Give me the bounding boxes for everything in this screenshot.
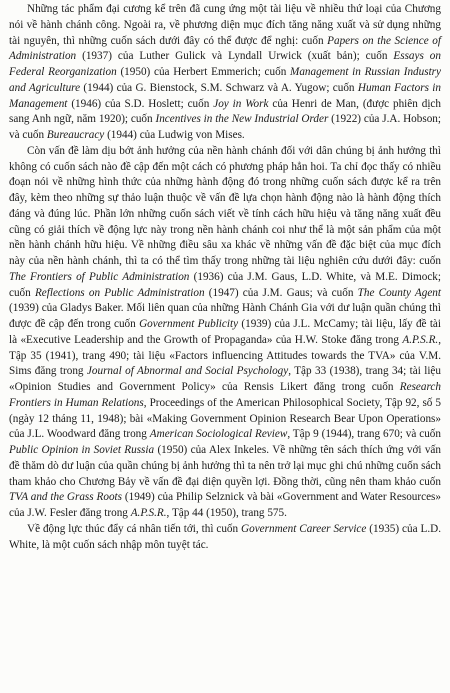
body-text: Về động lực thúc đẩy cá nhân tiến tới, thì cuốn xyxy=(27,522,242,535)
body-text: (1944) của G. Bienstock, S.M. Schwarz và A. Yugow; cuốn xyxy=(80,81,358,94)
italic-title-text: American Sociological Review xyxy=(149,428,288,441)
italic-title-text: A.P.S.R. xyxy=(402,333,439,346)
italic-title-text: Papers on the Science of Administration xyxy=(9,34,441,63)
body-text: (1922) của J.A. Hobson; và cuốn xyxy=(9,113,442,141)
body-text: (1950) của Alex Inkeles. Về những tên sách thích ứng với vấn đề thăm dò dư luận của quần chúng bị ảnh hưởng thì ta nên trở lại mục ghi chú những cuốn sách tham khảo cho Chương Bảy về vấn đề đại diện quyền lợi. Đồng thời, cũng nên tham khảo cuốn xyxy=(9,444,441,488)
body-text: (1944) của Ludwig von Mises. xyxy=(104,129,245,141)
body-text: , Tập 9 (1944), trang 670; và cuốn xyxy=(287,428,441,441)
body-text: (1939) của Gladys Baker. Mối liên quan của những Hành Chánh Gia với dư luận quần chúng thì được đề cập đến trong cuốn xyxy=(9,302,441,330)
body-text: , Proceedings of the American Philosophical Society, Tập 92, số 5 (ngày 12 tháng 11, 1948); bài «Making Government Opinion Research Bear Upon Operations» của J.L. Woodward đăng trong xyxy=(9,396,441,441)
italic-title-text: Bureaucracy xyxy=(46,129,105,141)
italic-title-text: Government Publicity xyxy=(139,318,239,330)
body-text: (1936) của J.M. Gaus, L.D. White, và M.E. Dimock; cuốn xyxy=(9,270,442,299)
italic-title-text: Journal of Abnormal and Social Psychology xyxy=(86,365,289,378)
body-text: (1939) của J.L. McCamy; tài liệu, lấy đề tài là «Executive Leadership and the Growth of Propaganda» của H.W. Stoke đăng trong xyxy=(9,318,442,346)
body-text: (1937) của Luther Gulick và Lyndall Urwick (xuất bản); cuốn xyxy=(76,50,394,63)
italic-title-text: The County Agent xyxy=(357,286,442,299)
italic-title-text: A.P.S.R. xyxy=(130,507,167,519)
paragraph-career-service xyxy=(9,522,441,554)
italic-title-text: Government Career Service xyxy=(241,522,367,535)
italic-title-text: Joy in Work xyxy=(213,97,269,110)
body-text: của Henri de Man, (được phiên dịch sang Anh ngữ, năm 1920); cuốn xyxy=(9,97,441,126)
body-text: , Tập 33 (1938), trang 34; tài liệu «Opinion Studies and Government Policy» của Rensis Likert đăng trong cuốn xyxy=(9,365,441,393)
body-text: Những tác phẩm đại cương kể trên đã cung ứng một tài liệu về nhiều thứ loại của Chương nói về hành chánh công. Ngoài ra, về phương diện mục đích tăng năng xuất và sử dụng những tài nguyên, thì những cuốn sách dưới đây có thể được để nghị: cuốn xyxy=(9,3,441,47)
body-text: (1935) của L.D. White, là một cuốn sách nhập môn tuyệt tác. xyxy=(9,522,441,551)
paragraph-bibliography-management xyxy=(9,2,441,144)
italic-title-text: The Frontiers of Public Administration xyxy=(9,270,190,283)
italic-title-text: Incentives in the New Industrial Order xyxy=(155,113,329,126)
body-text: (1949) của Philip Selznick và bài «Government and Water Resources» của J.W. Fesler đăng trong xyxy=(9,491,441,519)
body-text: , Tập 44 (1950), trang 575. xyxy=(166,507,287,519)
italic-title-text: Essays on Federal Reorganization xyxy=(9,50,441,78)
body-text: (1947) của J.M. Gaus; và cuốn xyxy=(204,286,358,299)
italic-title-text: Research Frontiers in Human Relations xyxy=(9,381,441,409)
paragraph-public-relations-sources xyxy=(9,144,441,522)
body-text: (1946) của S.D. Hoslett; cuốn xyxy=(67,97,214,110)
italic-title-text: Reflections on Public Administration xyxy=(34,286,205,299)
body-text: (1950) của Herbert Emmerich; cuốn xyxy=(116,66,291,78)
body-text: , Tập 35 (1941), trang 490; tài liệu «Factors influencing Attitudes towards the TVA» của V.M. Sims đăng trong xyxy=(9,333,441,378)
body-text: Còn vấn đề làm dịu bớt ảnh hưởng của nền hành chánh đối với dân chúng bị ảnh hưởng thì không có cuốn sách nào đề cập đến một cách có phương pháp hẳn hoi. Ta chỉ đọc thấy có nhiều đoạn nói về những hình thức của những hành động đó trong những cuốn sách được kể ra trên đây, kèm theo những sự thảo luận thuộc về vấn đề lựa chọn hành động nào là hành động thích đáng và đúng lúc. Phần lớn những cuốn sách viết về tính cách hữu hiệu và tăng năng xuất đều cũng có giải thích về động lực này trong nền hành chánh coi như thể là một sản phẩm của một nền hành chánh hữu hiệu. Về những điều sâu xa khác về những vấn đề đặc biệt của mục đích này của nền hành chánh, thì ta có thể tìm thấy trong những tài liệu nghiên cứu dưới đây: cuốn xyxy=(9,144,441,267)
italic-title-text: Public Opinion in Soviet Russia xyxy=(9,444,155,456)
italic-title-text: TVA and the Grass Roots xyxy=(9,491,122,504)
italic-title-text: Management in Russian Industry and Agriculture xyxy=(9,66,442,94)
italic-title-text: Human Factors in Management xyxy=(9,81,441,110)
